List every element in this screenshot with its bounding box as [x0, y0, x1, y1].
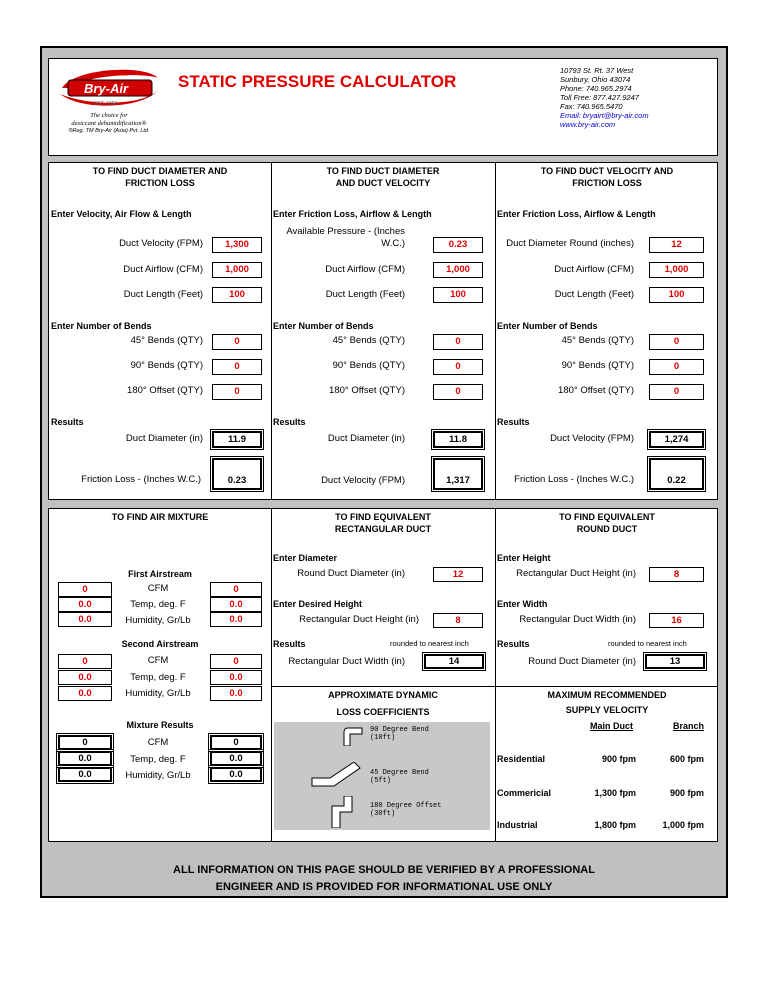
round-height-label: Rectangular Duct Height (in)	[516, 568, 636, 579]
panel1-friction-result: 0.23	[212, 458, 262, 490]
velocity-row-label: Commericial	[497, 788, 552, 798]
panel2-length-input[interactable]: 100	[433, 287, 483, 303]
panel3-diameter-label: Duct Diameter Round (inches)	[506, 238, 634, 249]
panel1-airflow-input[interactable]: 1,000	[212, 262, 262, 278]
mixture-second-right-cfm[interactable]: 0	[210, 654, 262, 669]
mixture-second-humidity-label: Humidity, Gr/Lb	[125, 688, 191, 699]
disclaimer-line-2: ENGINEER AND IS PROVIDED FOR INFORMATIONAL USE ONLY	[215, 881, 553, 893]
mixture-title: TO FIND AIR MIXTURE	[111, 512, 209, 522]
mixture-result-right-temp: 0.0	[210, 751, 262, 766]
mixture-first-left-humidity[interactable]: 0.0	[58, 612, 112, 627]
panel3-section-label: Enter Friction Loss, Airflow & Length	[497, 209, 656, 219]
panel2-diameter-result: 11.8	[433, 431, 483, 448]
panel1-velocity-input[interactable]: 1,300	[212, 237, 262, 253]
panel2-results-label: Results	[273, 417, 306, 427]
panel1-bends-label: Enter Number of Bends	[51, 321, 152, 331]
mixture-first-right-cfm[interactable]: 0	[210, 582, 262, 597]
panel2-airflow-label: Duct Airflow (CFM)	[325, 264, 405, 275]
panel3-diameter-input[interactable]: 12	[649, 237, 704, 253]
loss-diagram	[274, 722, 490, 830]
panel3-b45-input[interactable]: 0	[649, 334, 704, 350]
rect-height-label: Rectangular Duct Height (in)	[299, 614, 419, 625]
velocity-row-label: Industrial	[497, 820, 538, 830]
mixture-second-label: Second Airstream	[121, 639, 199, 649]
logo-tagline-2: desiccant dehumidification®	[71, 120, 147, 127]
panel1-results-label: Results	[51, 417, 84, 427]
velocity-row-branch: 1,000 fpm	[662, 820, 704, 830]
panel1-length-input[interactable]: 100	[212, 287, 262, 303]
panel1-title-1: TO FIND DUCT DIAMETER AND	[92, 166, 228, 176]
round-rounded-note: rounded to nearest inch	[608, 639, 687, 648]
round-enter-height: Enter Height	[497, 553, 551, 563]
mixture-second-right-temp[interactable]: 0.0	[210, 670, 262, 685]
mixture-first-left-temp[interactable]: 0.0	[58, 597, 112, 612]
round-enter-width: Enter Width	[497, 599, 548, 609]
panel2-b90-input[interactable]: 0	[433, 359, 483, 375]
rect-round-label: Round Duct Diameter (in)	[297, 568, 405, 579]
offset-180-value: (30ft)	[370, 810, 396, 818]
panel3-airflow-label: Duct Airflow (CFM)	[554, 264, 634, 275]
mixture-result-left-cfm: 0	[58, 735, 112, 750]
panel3-length-input[interactable]: 100	[649, 287, 704, 303]
panel3-results-label: Results	[497, 417, 530, 427]
rect-round-input[interactable]: 12	[433, 567, 483, 582]
velocity-title-2: SUPPLY VELOCITY	[565, 705, 649, 715]
offset-180-icon	[330, 796, 364, 828]
rect-height-input[interactable]: 8	[433, 613, 483, 628]
panel1-velocity-label: Duct Velocity (FPM)	[119, 238, 203, 249]
panel1-b90-label: 90° Bends (QTY)	[130, 360, 203, 371]
panel2-title-1: TO FIND DUCT DIAMETER	[326, 166, 440, 176]
panel1-airflow-label: Duct Airflow (CFM)	[123, 264, 203, 275]
round-width-label: Rectangular Duct Width (in)	[519, 614, 636, 625]
velocity-row-label: Residential	[497, 754, 546, 764]
round-results-label: Results	[497, 639, 530, 649]
panel2-b45-label: 45° Bends (QTY)	[332, 335, 405, 346]
mixture-first-humidity-label: Humidity, Gr/Lb	[125, 615, 191, 626]
mixture-result-left-humidity: 0.0	[58, 767, 112, 782]
mixture-first-cfm-label: CFM	[147, 583, 169, 594]
round-width-input[interactable]: 16	[649, 613, 704, 628]
panel1-section-label: Enter Velocity, Air Flow & Length	[51, 209, 192, 219]
panel2-title-2: AND DUCT VELOCITY	[335, 178, 431, 188]
velocity-col-main: Main Duct	[590, 721, 634, 731]
panel1-diameter-result: 11.9	[212, 431, 262, 448]
round-height-input[interactable]: 8	[649, 567, 704, 582]
panel2-airflow-input[interactable]: 1,000	[433, 262, 483, 278]
mixture-first-right-humidity[interactable]: 0.0	[210, 612, 262, 627]
rect-enter-height: Enter Desired Height	[273, 599, 363, 609]
bend-90-value: (10ft)	[370, 734, 396, 742]
panel2-pressure-label-1: Available Pressure - (Inches	[286, 226, 405, 237]
panel3-title-1: TO FIND DUCT VELOCITY AND	[540, 166, 674, 176]
velocity-title-1: MAXIMUM RECOMMENDED	[547, 690, 667, 700]
mixture-result-cfm-label: CFM	[147, 737, 169, 748]
panel3-friction-result: 0.22	[649, 458, 704, 490]
logo	[54, 64, 164, 136]
panel1-diameter-label: Duct Diameter (in)	[125, 433, 203, 444]
panel2-b45-input[interactable]: 0	[433, 334, 483, 350]
address-line-2: Sunbury, Ohio 43074	[560, 75, 631, 84]
panel3-b180-label: 180° Offset (QTY)	[558, 385, 634, 396]
panel1-title-2: FRICTION LOSS	[125, 178, 195, 188]
loss-title-2: LOSS COEFFICIENTS	[336, 707, 430, 717]
mixture-first-label: First Airstream	[128, 569, 192, 579]
bend-45-value: (5ft)	[370, 777, 392, 785]
panel2-pressure-input[interactable]: 0.23	[433, 237, 483, 253]
round-diameter-label: Round Duct Diameter (in)	[528, 656, 636, 667]
panel3-length-label: Duct Length (Feet)	[554, 289, 634, 300]
mixture-first-temp-label: Temp, deg. F	[130, 599, 186, 610]
panel1-b180-label: 180° Offset (QTY)	[127, 385, 203, 396]
mixture-second-left-temp[interactable]: 0.0	[58, 670, 112, 685]
panel1-friction-label: Friction Loss - (Inches W.C.)	[81, 474, 201, 485]
loss-title-1: APPROXIMATE DYNAMIC	[328, 690, 438, 700]
panel3-bends-label: Enter Number of Bends	[497, 321, 598, 331]
mixture-result-temp-label: Temp, deg. F	[130, 754, 186, 765]
logo-est: EST. 1964	[94, 101, 118, 107]
bend-45-label: 45 Degree Bend	[370, 769, 429, 777]
disclaimer-line-1: ALL INFORMATION ON THIS PAGE SHOULD BE VERIFIED BY A PROFESSIONAL	[173, 864, 595, 876]
rect-enter-diameter: Enter Diameter	[273, 553, 338, 563]
mixture-second-cfm-label: CFM	[147, 655, 169, 666]
rect-results-label: Results	[273, 639, 306, 649]
velocity-row-branch: 600 fpm	[669, 754, 704, 764]
rect-rounded-note: rounded to nearest inch	[390, 639, 469, 648]
page-title: STATIC PRESSURE CALCULATOR	[178, 72, 457, 91]
mixture-result-right-cfm: 0	[210, 735, 262, 750]
bend-90-label: 90 Degree Bend	[370, 726, 429, 734]
panel2-velocity-label: Duct Velocity (FPM)	[321, 475, 405, 486]
panel2-b180-input[interactable]: 0	[433, 384, 483, 400]
rect-title-1: TO FIND EQUIVALENT	[335, 512, 431, 522]
panel2-b180-label: 180° Offset (QTY)	[329, 385, 405, 396]
website-link[interactable]: www.bry-air.com	[560, 120, 616, 129]
round-diameter-result: 13	[645, 654, 705, 669]
round-title-1: TO FIND EQUIVALENT	[559, 512, 655, 522]
mixture-result-right-humidity: 0.0	[210, 767, 262, 782]
velocity-col-branch: Branch	[673, 721, 705, 731]
mixture-second-temp-label: Temp, deg. F	[130, 672, 186, 683]
panel3-b90-label: 90° Bends (QTY)	[561, 360, 634, 371]
address-phone: Phone: 740.965.2974	[560, 84, 632, 93]
panel1-b180-input[interactable]: 0	[212, 384, 262, 400]
panel2-section-label: Enter Friction Loss, Airflow & Length	[273, 209, 432, 219]
address-line-1: 10793 St. Rt. 37 West	[560, 66, 634, 75]
mixture-second-right-humidity[interactable]: 0.0	[210, 686, 262, 701]
panel3-velocity-label: Duct Velocity (FPM)	[550, 433, 634, 444]
address-tollfree: Toll Free: 877.427.9247	[560, 93, 639, 102]
logo-brand: Bry-Air	[84, 81, 129, 96]
mixture-result-label: Mixture Results	[126, 720, 194, 730]
panel1-b45-input[interactable]: 0	[212, 334, 262, 350]
panel2-length-label: Duct Length (Feet)	[325, 289, 405, 300]
panel3-airflow-input[interactable]: 1,000	[649, 262, 704, 278]
panel2-diameter-label: Duct Diameter (in)	[327, 433, 405, 444]
mixture-second-left-cfm[interactable]: 0	[58, 654, 112, 669]
panel3-b45-label: 45° Bends (QTY)	[561, 335, 634, 346]
bend-90-icon	[342, 726, 364, 746]
logo-tagline-1: The choice for	[90, 112, 128, 119]
panel2-bends-label: Enter Number of Bends	[273, 321, 374, 331]
panel1-length-label: Duct Length (Feet)	[123, 289, 203, 300]
offset-180-label: 180 Degree Offset	[370, 802, 442, 810]
rect-title-2: RECTANGULAR DUCT	[334, 524, 432, 534]
panel2-pressure-label-2: W.C.)	[381, 238, 405, 249]
bend-45-icon	[310, 762, 364, 788]
disclaimer	[40, 862, 728, 896]
panel2-b90-label: 90° Bends (QTY)	[332, 360, 405, 371]
address-fax: Fax: 740.965.5470	[560, 102, 623, 111]
logo-reg: ®Reg. TM Bry-Air (Asia) Pvt. Ltd.	[68, 128, 150, 134]
velocity-row-main: 1,300 fpm	[594, 788, 636, 798]
panel3-velocity-result: 1,274	[649, 431, 704, 448]
mixture-second-left-humidity[interactable]: 0.0	[58, 686, 112, 701]
panel1-b90-input[interactable]: 0	[212, 359, 262, 375]
mixture-result-humidity-label: Humidity, Gr/Lb	[125, 770, 191, 781]
rect-width-result: 14	[424, 654, 484, 669]
velocity-row-main: 1,800 fpm	[594, 820, 636, 830]
velocity-row-branch: 900 fpm	[669, 788, 704, 798]
panel2-velocity-result: 1,317	[433, 458, 483, 490]
mixture-first-right-temp[interactable]: 0.0	[210, 597, 262, 612]
email-link[interactable]: Email: bryairt@bry-air.com	[560, 111, 649, 120]
panel3-b90-input[interactable]: 0	[649, 359, 704, 375]
rect-width-label: Rectangular Duct Width (in)	[288, 656, 405, 667]
panel3-b180-input[interactable]: 0	[649, 384, 704, 400]
panel3-friction-label: Friction Loss - (Inches W.C.)	[514, 474, 634, 485]
round-title-2: ROUND DUCT	[576, 524, 638, 534]
mixture-result-left-temp: 0.0	[58, 751, 112, 766]
panel3-title-2: FRICTION LOSS	[572, 178, 642, 188]
velocity-row-main: 900 fpm	[601, 754, 636, 764]
panel1-b45-label: 45° Bends (QTY)	[130, 335, 203, 346]
mixture-first-left-cfm[interactable]: 0	[58, 582, 112, 597]
